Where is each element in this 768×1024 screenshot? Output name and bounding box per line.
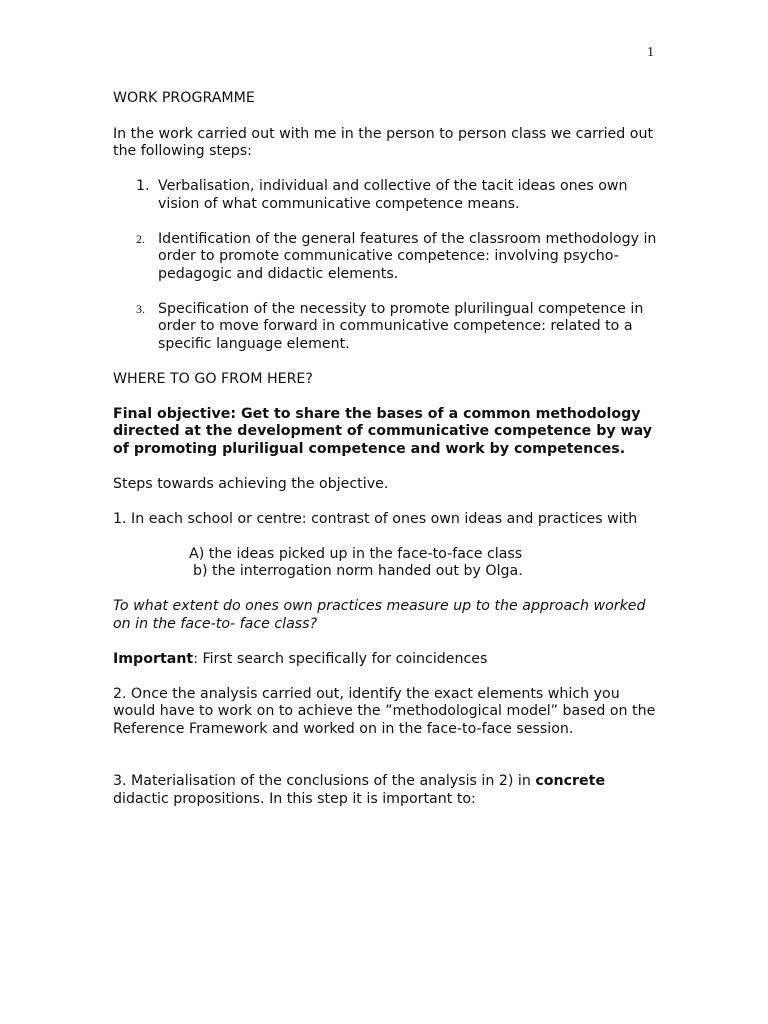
step-one: 1. In each school or centre: contrast of ones own ideas and practices with [113,510,638,527]
class-steps-list [113,178,663,353]
work-programme-heading: WORK PROGRAMME [113,90,255,106]
list-item [113,301,663,354]
important-text: : First search specifically for coincidences [193,650,488,667]
reflection-question: To what extent do ones own practices measure up to the approach worked on in the face-to- face class? [113,598,646,632]
important-label: Important [113,650,194,667]
list-item [113,178,663,213]
step-three [113,773,663,808]
important-note [113,651,663,669]
list-item-text: Identification of the general features of the classroom methodology in order to promote communicative competence: involving psycho-pedagogic and didactic elements. [158,230,657,282]
step-three-start: 3. Materialisation of the conclusions of the analysis in 2) in [113,773,536,789]
steps-intro: Steps towards achieving the objective. [113,475,389,492]
page-number: 1 [647,45,654,60]
document-body [113,90,663,826]
list-number: 2. [136,231,145,246]
list-number: 3. [136,301,145,316]
list-number: 1. [136,178,150,194]
list-item [113,231,663,284]
final-objective: Final objective: Get to share the bases of a common methodology directed at the development of communicative competence by way of promoting pluriligual competence and work by competences. [113,405,653,457]
sublist-item-b: b) the interrogation norm handed out by Olga. [193,563,523,579]
list-item-text: Verbalisation, individual and collective of the tacit ideas ones own vision of what communicative competence means. [158,178,628,212]
intro-paragraph: In the work carried out with me in the person to person class we carried out the following steps: [113,125,654,159]
step-three-end: didactic propositions. In this step it is important to: [113,790,476,807]
list-item-text: Specification of the necessity to promote plurilingual competence in order to move forward in communicative competence: related to a specific language element. [158,300,644,352]
step-three-emphasis: concrete [535,773,606,789]
where-to-go-heading: WHERE TO GO FROM HERE? [113,370,313,387]
step-two: 2. Once the analysis carried out, identify the exact elements which you would have to work on to achieve the ”methodological model” based on the Reference Framework and worked on in the face-to-face session. [113,685,656,737]
contrast-sublist [113,546,663,581]
sublist-item-a: A) the ideas picked up in the face-to-face class [189,545,523,562]
